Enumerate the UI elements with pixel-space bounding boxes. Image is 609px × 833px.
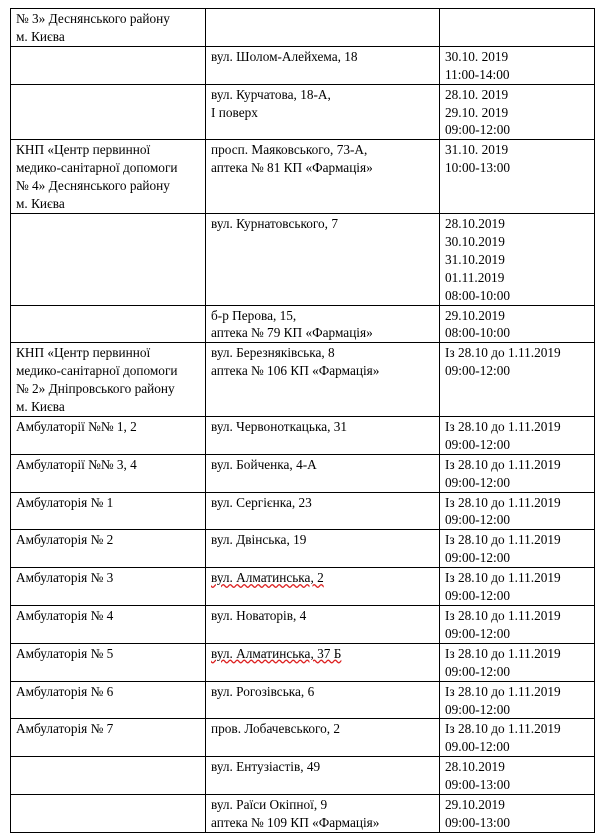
table-row [11,530,595,568]
address-cell: просп. Маяковського, 73-А, аптека № 81 КП «Фармація» [206,140,440,214]
address-text: вул. Алматинська, 2 [211,570,324,586]
address-cell: вул. Курнатовського, 7 [206,213,440,305]
schedule-cell: Із 28.10 до 1.11.2019 09.00-12:00 [440,719,595,757]
institution-cell: Амбулаторії №№ 3, 4 [11,454,206,492]
address-cell: б-р Перова, 15, аптека № 79 КП «Фармація» [206,305,440,343]
table-row [11,757,595,795]
table-row [11,213,595,305]
schedule-cell: Із 28.10 до 1.11.2019 09:00-12:00 [440,568,595,606]
address-cell [206,643,440,681]
table-row [11,719,595,757]
address-cell: вул. Раїси Окіпної, 9 аптека № 109 КП «Фармація» [206,795,440,833]
institution-cell: Амбулаторія № 2 [11,530,206,568]
schedule-cell: Із 28.10 до 1.11.2019 09:00-12:00 [440,643,595,681]
table-row [11,454,595,492]
table-row [11,568,595,606]
table-row [11,305,595,343]
table-row [11,84,595,140]
schedule-cell: Із 28.10 до 1.11.2019 09:00-12:00 [440,606,595,644]
table-row [11,492,595,530]
institution-cell: Амбулаторія № 1 [11,492,206,530]
table-row [11,606,595,644]
address-text: вул. Алматинська, 37 Б [211,645,342,661]
schedule-cell [440,9,595,47]
schedule-cell: 30.10. 2019 11:00-14:00 [440,46,595,84]
institution-cell: КНП «Центр первинної медико-санітарної допомоги № 2» Дніпровського району м. Києва [11,343,206,417]
table-row [11,46,595,84]
institution-cell: Амбулаторія № 6 [11,681,206,719]
institution-cell: № 3» Деснянського району м. Києва [11,9,206,47]
address-cell: вул. Ентузіастів, 49 [206,757,440,795]
address-cell: вул. Сергієнка, 23 [206,492,440,530]
address-cell: вул. Рогозівська, 6 [206,681,440,719]
institution-cell [11,46,206,84]
table-row [11,140,595,214]
schedule-cell: Із 28.10 до 1.11.2019 09:00-12:00 [440,681,595,719]
institution-cell [11,757,206,795]
address-cell [206,568,440,606]
table-row [11,643,595,681]
address-cell: вул. Шолом-Алейхема, 18 [206,46,440,84]
address-cell: вул. Бойченка, 4-А [206,454,440,492]
schedule-cell: Із 28.10 до 1.11.2019 09:00-12:00 [440,416,595,454]
schedule-cell: 28.10. 2019 29.10. 2019 09:00-12:00 [440,84,595,140]
schedule-cell: 31.10. 2019 10:00-13:00 [440,140,595,214]
address-cell: вул. Двінська, 19 [206,530,440,568]
table-row [11,795,595,833]
institution-cell: Амбулаторія № 3 [11,568,206,606]
schedule-cell: Із 28.10 до 1.11.2019 09:00-12:00 [440,492,595,530]
schedule-cell: 29.10.2019 09:00-13:00 [440,795,595,833]
address-cell: вул. Новаторів, 4 [206,606,440,644]
table-row [11,416,595,454]
institution-cell: КНП «Центр первинної медико-санітарної допомоги № 4» Деснянського району м. Києва [11,140,206,214]
address-cell: пров. Лобачевського, 2 [206,719,440,757]
address-cell: вул. Березняківська, 8 аптека № 106 КП «Фармація» [206,343,440,417]
institution-cell [11,84,206,140]
address-cell: вул. Червоноткацька, 31 [206,416,440,454]
table-row [11,343,595,417]
institution-cell [11,795,206,833]
table-row [11,9,595,47]
institution-cell: Амбулаторія № 7 [11,719,206,757]
institution-cell [11,305,206,343]
schedule-cell: 28.10.2019 30.10.2019 31.10.2019 01.11.2019 08:00-10:00 [440,213,595,305]
schedule-cell: Із 28.10 до 1.11.2019 09:00-12:00 [440,343,595,417]
institution-cell: Амбулаторія № 5 [11,643,206,681]
schedule-cell: 29.10.2019 08:00-10:00 [440,305,595,343]
schedule-cell: 28.10.2019 09:00-13:00 [440,757,595,795]
schedule-cell: Із 28.10 до 1.11.2019 09:00-12:00 [440,530,595,568]
vaccination-points-table [10,8,595,833]
schedule-cell: Із 28.10 до 1.11.2019 09:00-12:00 [440,454,595,492]
institution-cell: Амбулаторія № 4 [11,606,206,644]
institution-cell: Амбулаторії №№ 1, 2 [11,416,206,454]
address-cell: вул. Курчатова, 18-А, І поверх [206,84,440,140]
table-row [11,681,595,719]
address-cell [206,9,440,47]
institution-cell [11,213,206,305]
